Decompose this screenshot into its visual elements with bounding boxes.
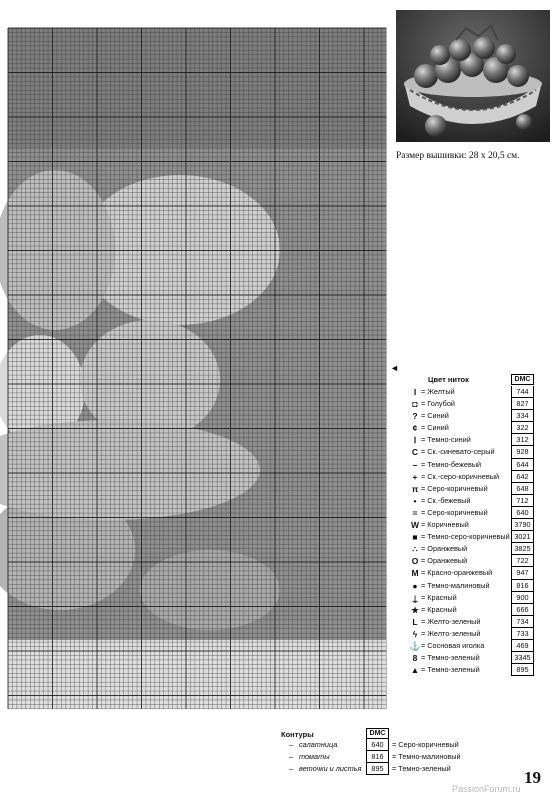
legend-row [400, 434, 535, 446]
thread-color-name: = Темно-серо-коричневый [421, 532, 510, 542]
thread-color-name: = Темно-малиновый [421, 580, 490, 590]
legend-header [400, 374, 535, 386]
legend-row [400, 640, 535, 652]
outline-dmc-code: 816 [366, 751, 389, 763]
dmc-code: 640 [511, 507, 534, 519]
dmc-code: 3825 [511, 543, 534, 555]
outline-row [281, 763, 501, 775]
outline-dmc-code: 895 [366, 763, 389, 775]
dmc-code: 334 [511, 410, 534, 422]
stitch-symbol: L [412, 616, 418, 627]
legend-row [400, 664, 535, 676]
dmc-code: 928 [511, 446, 534, 458]
thread-color-name: = Желтый [421, 387, 455, 396]
dmc-code: 900 [511, 592, 534, 604]
stitch-symbol: Ⅰ [413, 435, 417, 446]
stitch-symbol: • [413, 495, 417, 506]
site-watermark: PassionForum.ru [452, 784, 521, 794]
dmc-code: 312 [511, 434, 534, 446]
stitch-symbol: I [413, 387, 417, 397]
dmc-code: 469 [511, 640, 534, 652]
page-number: 19 [524, 768, 541, 787]
legend-row [400, 459, 535, 471]
dmc-code: 648 [511, 483, 534, 495]
thread-color-name: = Темно-бежевый [421, 459, 482, 469]
stitch-symbol: π [411, 483, 419, 494]
outline-part: веточки и листья [299, 764, 362, 773]
legend-row [400, 507, 535, 519]
outline-part: салатница [299, 740, 338, 749]
dmc-code: 666 [511, 604, 534, 616]
outline-part: томаты [299, 752, 330, 761]
stitch-symbol: + [412, 471, 418, 482]
thread-color-name: = Темно-зеленый [421, 653, 480, 663]
stitch-symbol: ◘ [412, 399, 418, 410]
outline-row [281, 751, 501, 763]
thread-color-name: = Оранжевый [421, 556, 468, 566]
outline-row [281, 739, 501, 751]
dmc-code: 322 [511, 422, 534, 434]
dmc-code: 644 [511, 459, 534, 471]
stitch-symbol: 8 [412, 653, 418, 664]
stitch-symbol: = [412, 507, 418, 518]
dmc-code: 734 [511, 616, 534, 628]
thread-color-name: = Голубой [421, 399, 455, 409]
dmc-code: 3790 [511, 519, 534, 531]
thread-color-name: = Синий [421, 411, 449, 421]
outlines-title: Контуры [281, 730, 314, 739]
outline-dash: – [289, 740, 294, 749]
thread-color-name: = Серо-коричневый [421, 483, 488, 493]
stitch-symbol: – [412, 459, 418, 470]
stitch-symbol: M [411, 568, 419, 579]
dmc-code: 816 [511, 580, 534, 592]
legend-row [400, 580, 535, 592]
stitch-symbol: W [410, 520, 420, 531]
outline-color-name: = Темно-зеленый [392, 764, 451, 773]
embroidery-size-caption: Размер вышивки: 28 х 20,5 см. [396, 151, 520, 161]
dmc-code: 3345 [511, 652, 534, 664]
thread-color-name: = Ск.-бежевый [421, 495, 471, 505]
legend-row [400, 531, 535, 543]
thread-color-name: = Желто-зеленый [421, 628, 481, 638]
cherry-tomatoes-bowl-photo [396, 10, 550, 142]
thread-color-name: = Красно-оранжевый [421, 568, 493, 578]
legend-row [400, 495, 535, 507]
legend-row [400, 386, 535, 398]
legend-row [400, 592, 535, 604]
dmc-code: 895 [511, 664, 534, 676]
legend-row [400, 616, 535, 628]
legend-row [400, 652, 535, 664]
legend-row [400, 483, 535, 495]
legend-row [400, 471, 535, 483]
legend-row [400, 567, 535, 579]
dmc-code: 722 [511, 555, 534, 567]
stitch-symbol: ¢ [412, 423, 418, 434]
outline-dmc-code: 640 [366, 739, 389, 751]
dmc-code: 642 [511, 471, 534, 483]
legend-row [400, 410, 535, 422]
legend-row [400, 422, 535, 434]
dmc-code: 3021 [511, 531, 534, 543]
row-marker-arrow: ◄ [390, 363, 399, 373]
stitch-symbol: ▲ [410, 665, 420, 676]
thread-color-name: = Сосновая иголка [421, 640, 485, 650]
stitch-symbol: ★ [411, 604, 419, 615]
thread-color-name: = Красный [421, 604, 457, 614]
outlines-dmc-header: DMC [366, 728, 389, 739]
dmc-code: 733 [511, 628, 534, 640]
legend-row [400, 398, 535, 410]
outline-dash: – [289, 764, 294, 773]
legend-rows [400, 386, 535, 676]
legend-dmc-header: DMC [511, 374, 534, 385]
outline-dash: – [289, 752, 294, 761]
thread-color-legend [400, 374, 535, 676]
stitch-symbol: C [411, 447, 419, 458]
stitch-symbol: ⍊ [412, 592, 418, 603]
stitch-symbol: ● [412, 580, 418, 591]
thread-color-name: = Серо-коричневый [421, 507, 488, 517]
legend-row [400, 604, 535, 616]
stitch-symbol: O [411, 556, 419, 567]
thread-color-name: = Синий [421, 423, 449, 433]
legend-row [400, 628, 535, 640]
dmc-code: 712 [511, 495, 534, 507]
outline-color-name: = Серо-коричневый [392, 740, 459, 749]
thread-color-name: = Оранжевый [421, 544, 468, 554]
finished-work-photo [396, 10, 550, 142]
stitch-symbol: ∴ [412, 544, 418, 555]
thread-color-name: = Ск.-серо-коричневый [421, 471, 500, 481]
thread-color-name: = Желто-зеленый [421, 616, 481, 626]
thread-color-name: = Темно-зеленый [421, 665, 480, 675]
thread-color-name: = Красный [421, 592, 457, 602]
thread-color-name: = Ск.-синевато-серый [421, 447, 495, 457]
thread-color-name: = Темно-синий [421, 435, 471, 445]
legend-title: Цвет ниток [428, 375, 469, 384]
dmc-code: 827 [511, 398, 534, 410]
stitch-symbol: ⚓ [409, 640, 421, 651]
stitch-symbol: ? [412, 411, 418, 422]
legend-row [400, 519, 535, 531]
thread-color-name: = Коричневый [421, 520, 469, 530]
legend-row [400, 543, 535, 555]
dmc-code: 947 [511, 567, 534, 579]
legend-row [400, 446, 535, 458]
stitch-symbol: ■ [412, 532, 418, 543]
outline-color-name: = Темно-малиновый [392, 752, 461, 761]
legend-row [400, 555, 535, 567]
stitch-symbol: ϟ [412, 628, 418, 639]
dmc-code: 744 [511, 386, 534, 398]
